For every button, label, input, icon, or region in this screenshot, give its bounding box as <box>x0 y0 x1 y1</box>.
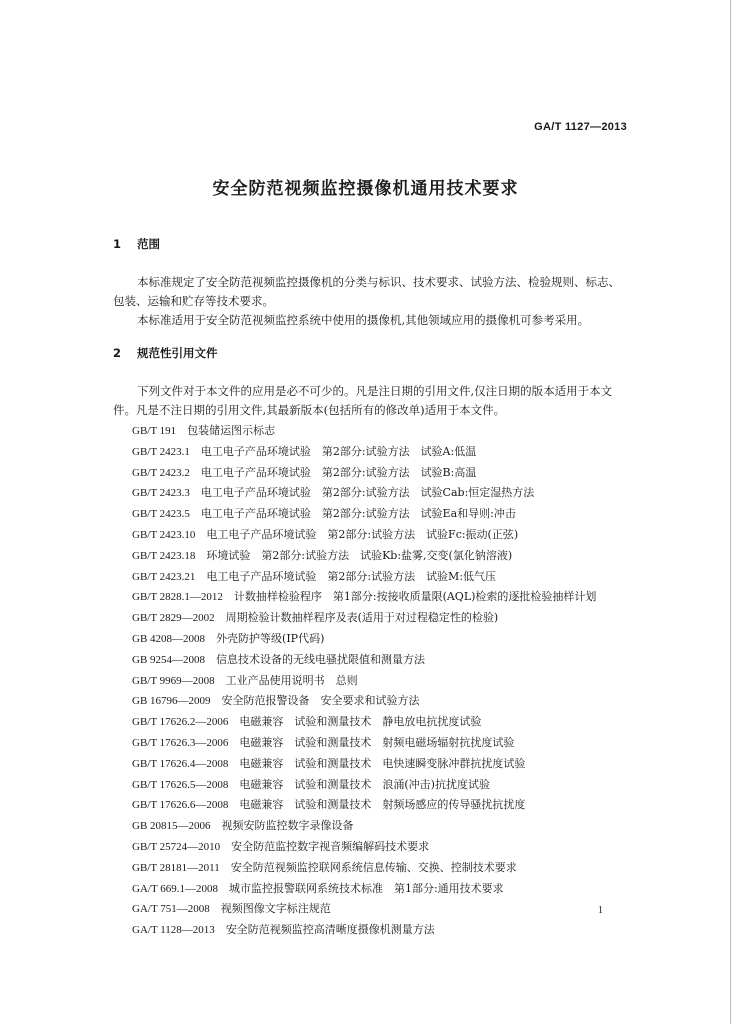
section-heading-scope <box>113 236 160 252</box>
reference-title: 周期检验计数抽样程序及表(适用于对过程稳定性的检验) <box>225 611 499 625</box>
reference-code: GB 20815—2006 <box>132 820 211 833</box>
reference-item <box>113 671 633 692</box>
section-title: 规范性引用文件 <box>137 346 218 360</box>
reference-item <box>113 546 633 567</box>
reference-code: GA/T 1128—2013 <box>132 924 215 937</box>
reference-item <box>113 629 633 650</box>
reference-item <box>113 712 633 733</box>
reference-code: GB/T 2423.5 <box>132 508 190 521</box>
reference-item <box>113 837 633 858</box>
reference-item <box>113 587 633 608</box>
reference-title: 外壳防护等级(IP代码) <box>216 631 325 645</box>
reference-item <box>113 899 633 920</box>
section-number: 2 <box>113 346 122 360</box>
reference-code: GA/T 751—2008 <box>132 903 210 916</box>
reference-title: 城市监控报警联网系统技术标准 第1部分:通用技术要求 <box>228 881 504 895</box>
reference-list <box>113 421 633 941</box>
reference-item <box>113 525 633 546</box>
reference-code: GA/T 669.1—2008 <box>132 882 218 895</box>
reference-code: GB 4208—2008 <box>132 632 206 645</box>
reference-code: GB 16796—2009 <box>132 695 211 708</box>
page-number: 1 <box>598 905 603 916</box>
reference-title: 安全防范视频监控联网系统信息传输、交换、控制技术要求 <box>230 860 517 874</box>
scope-paragraph-1: 本标准规定了安全防范视频监控摄像机的分类与标识、技术要求、试验方法、检验规则、标志、包装、运输和贮存等技术要求。 <box>113 275 620 308</box>
reference-code: GB/T 17626.5—2008 <box>132 778 229 791</box>
references-intro-paragraph: 下列文件对于本文件的应用是必不可少的。凡是注日期的引用文件,仅注日期的版本适用于本文件。凡是不注日期的引用文件,其最新版本(包括所有的修改单)适用于本文件。 <box>113 384 613 417</box>
section-number: 1 <box>113 237 122 251</box>
reference-item <box>113 567 633 588</box>
reference-item <box>113 504 633 525</box>
reference-item <box>113 608 633 629</box>
reference-item <box>113 775 633 796</box>
reference-title: 电磁兼容 试验和测量技术 电快速瞬变脉冲群抗扰度试验 <box>239 756 526 770</box>
reference-code: GB/T 2829—2002 <box>132 612 215 625</box>
reference-title: 电工电子产品环境试验 第2部分:试验方法 试验Fc:振动(正弦) <box>206 527 519 541</box>
reference-item <box>113 920 633 941</box>
scope-paragraph-2: 本标准适用于安全防范视频监控系统中使用的摄像机,其他领域应用的摄像机可参考采用。 <box>137 313 590 327</box>
reference-code: GB 9254—2008 <box>132 653 206 666</box>
reference-title: 视频图像文字标注规范 <box>220 902 331 916</box>
reference-code: GB/T 28181—2011 <box>132 861 220 874</box>
reference-item <box>113 733 633 754</box>
reference-code: GB/T 17626.6—2008 <box>132 799 229 812</box>
document-title: 安全防范视频监控摄像机通用技术要求 <box>212 179 519 199</box>
reference-title: 电磁兼容 试验和测量技术 静电放电抗扰度试验 <box>239 715 482 729</box>
reference-item <box>113 691 633 712</box>
reference-item <box>113 650 633 671</box>
reference-code: GB/T 25724—2010 <box>132 840 221 853</box>
reference-title: 环境试验 第2部分:试验方法 试验Kb:盐雾,交变(氯化钠溶液) <box>206 548 513 562</box>
reference-item <box>113 483 633 504</box>
reference-title: 安全防范监控数字视音频编解码技术要求 <box>231 839 430 853</box>
reference-item <box>113 754 633 775</box>
reference-title: 视频安防监控数字录像设备 <box>221 819 354 833</box>
reference-item <box>113 442 633 463</box>
reference-title: 信息技术设备的无线电骚扰限值和测量方法 <box>216 652 426 666</box>
reference-title: 电磁兼容 试验和测量技术 射频场感应的传导骚扰抗扰度 <box>239 798 526 812</box>
reference-item <box>113 463 633 484</box>
reference-code: GB/T 9969—2008 <box>132 674 215 687</box>
reference-title: 安全防范报警设备 安全要求和试验方法 <box>221 694 420 708</box>
reference-code: GB/T 2828.1—2012 <box>132 591 223 604</box>
reference-title: 电工电子产品环境试验 第2部分:试验方法 试验Ea和导则:冲击 <box>200 507 516 521</box>
reference-item <box>113 421 633 442</box>
reference-code: GB/T 17626.2—2006 <box>132 716 229 729</box>
reference-code: GB/T 2423.1 <box>132 445 190 458</box>
reference-item <box>113 858 633 879</box>
reference-code: GB/T 2423.3 <box>132 487 190 500</box>
reference-item <box>113 816 633 837</box>
reference-item <box>113 879 633 900</box>
reference-item <box>113 795 633 816</box>
reference-title: 工业产品使用说明书 总则 <box>225 673 358 687</box>
reference-code: GB/T 2423.10 <box>132 528 196 541</box>
reference-title: 电工电子产品环境试验 第2部分:试验方法 试验Cab:恒定湿热方法 <box>200 486 535 500</box>
reference-code: GB/T 2423.2 <box>132 466 190 479</box>
reference-code: GB/T 17626.3—2006 <box>132 736 229 749</box>
section-title: 范围 <box>137 237 161 251</box>
reference-title: 安全防范视频监控高清晰度摄像机测量方法 <box>225 923 435 937</box>
section-heading-normative-references <box>113 345 218 361</box>
reference-code: GB/T 2423.18 <box>132 549 196 562</box>
reference-code: GB/T 2423.21 <box>132 570 196 583</box>
reference-title: 电磁兼容 试验和测量技术 射频电磁场辐射抗扰度试验 <box>239 735 515 749</box>
reference-title: 计数抽样检验程序 第1部分:按接收质量限(AQL)检索的逐批检验抽样计划 <box>233 590 597 604</box>
reference-title: 包装储运图示标志 <box>187 424 276 437</box>
reference-title: 电磁兼容 试验和测量技术 浪涌(冲击)抗扰度试验 <box>239 777 490 791</box>
reference-code: GB/T 191 <box>132 425 177 437</box>
reference-title: 电工电子产品环境试验 第2部分:试验方法 试验M:低气压 <box>206 569 497 583</box>
reference-code: GB/T 17626.4—2008 <box>132 757 229 770</box>
standard-number: GA/T 1127—2013 <box>534 121 627 133</box>
reference-title: 电工电子产品环境试验 第2部分:试验方法 试验B:高温 <box>200 465 477 479</box>
reference-title: 电工电子产品环境试验 第2部分:试验方法 试验A:低温 <box>200 444 477 458</box>
